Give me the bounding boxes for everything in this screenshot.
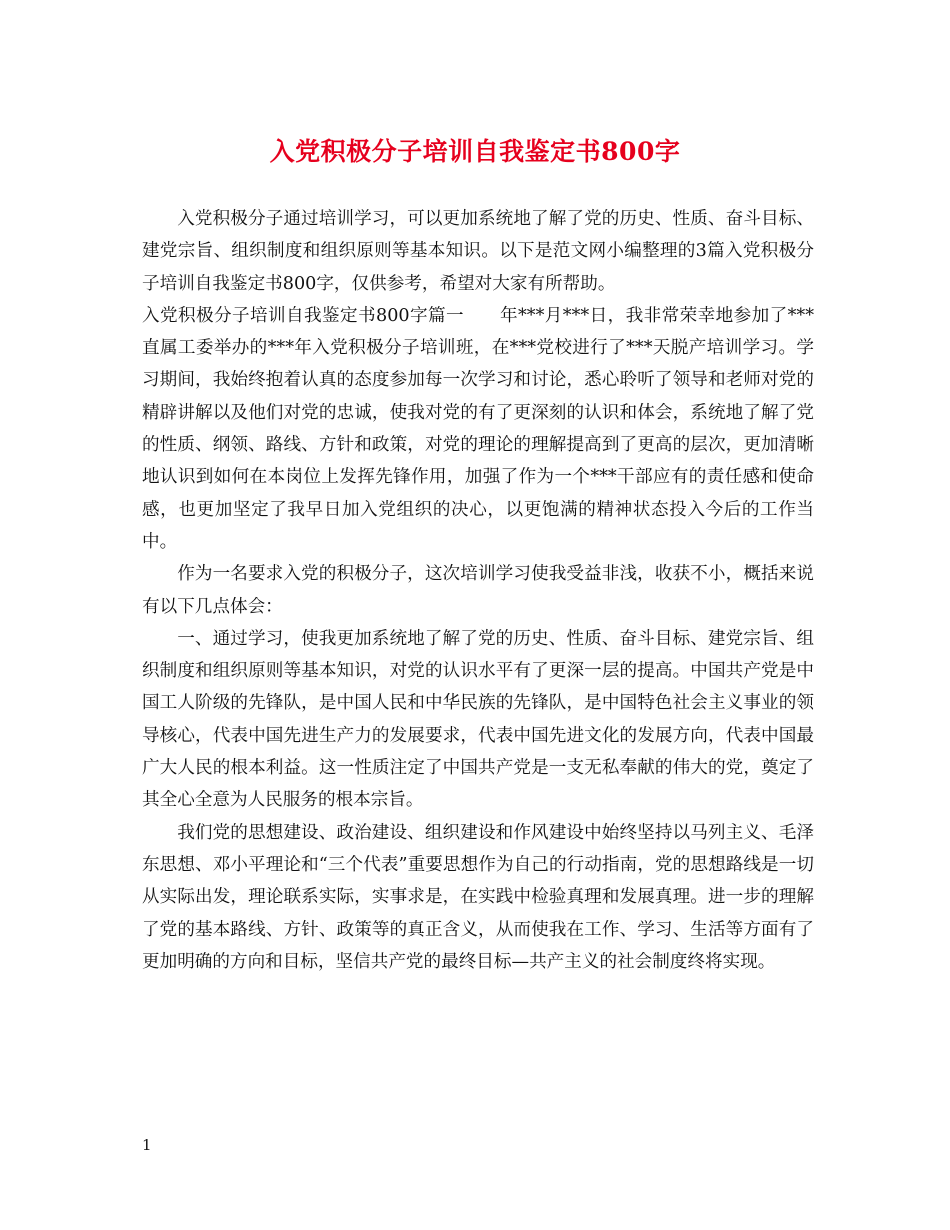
paragraph-point-one: 一、通过学习，使我更加系统地了解了党的历史、性质、奋斗目标、建党宗旨、组织制度和组织原则等基本知识，对党的认识水平有了更深一层的提高。中国共产党是中国工人阶级的先锋队，是中国人民和中华民族的先锋队，是中国特色社会主义事业的领导核心，代表中国先进生产力的发展要求，代表中国先进文化的发展方向，代表中国最广大人民的根本利益。这一性质注定了中国共产党是一支无私奉献的伟大的党，奠定了其全心全意为人民服务的根本宗旨。 <box>142 628 814 811</box>
paragraph-part-one: 入党积极分子培训自我鉴定书800字篇一 年***月***日，我非常荣幸地参加了***直属工委举办的***年入党积极分子培训班，在***党校进行了***天脱产培训学习。学习期间，我始终抱着认真的态度参加每一次学习和讨论，悉心聆听了领导和老师对党的精辟讲解以及他们对党的忠诚，使我对党的有了更深刻的认识和体会，系统地了解了党的性质、纲领、路线、方针和政策，对党的理论的理解提高到了更高的层次，更加清晰地认识到如何在本岗位上发挥先锋作用，加强了作为一个***干部应有的责任感和使命感，也更加坚定了我早日加入党组织的决心，以更饱满的精神状态投入今后的工作当中。 <box>142 305 814 552</box>
paragraph-intro: 入党积极分子通过培训学习，可以更加系统地了解了党的历史、性质、奋斗目标、建党宗旨、组织制度和组织原则等基本知识。以下是范文网小编整理的3篇入党积极分子培训自我鉴定书800字，仅供参考，希望对大家有所帮助。 <box>142 209 814 294</box>
page-number: 1 <box>142 1136 152 1154</box>
paragraph-summary: 作为一名要求入党的积极分子，这次培训学习使我受益非浅，收获不小，概括来说有以下几点体会： <box>142 564 814 617</box>
document-title: 入党积极分子培训自我鉴定书800字 <box>269 137 681 166</box>
document-body <box>142 203 814 978</box>
paragraph-party-building: 我们党的思想建设、政治建设、组织建设和作风建设中始终坚持以马列主义、毛泽东思想、邓小平理论和“三个代表”重要思想作为自己的行动指南，党的思想路线是一切从实际出发，理论联系实际，实事求是，在实践中检验真理和发展真理。进一步的理解了党的基本路线、方针、政策等的真正含义，从而使我在工作、学习、生活等方面有了更加明确的方向和目标，坚信共产党的最终目标—共产主义的社会制度终将实现。 <box>142 822 814 972</box>
